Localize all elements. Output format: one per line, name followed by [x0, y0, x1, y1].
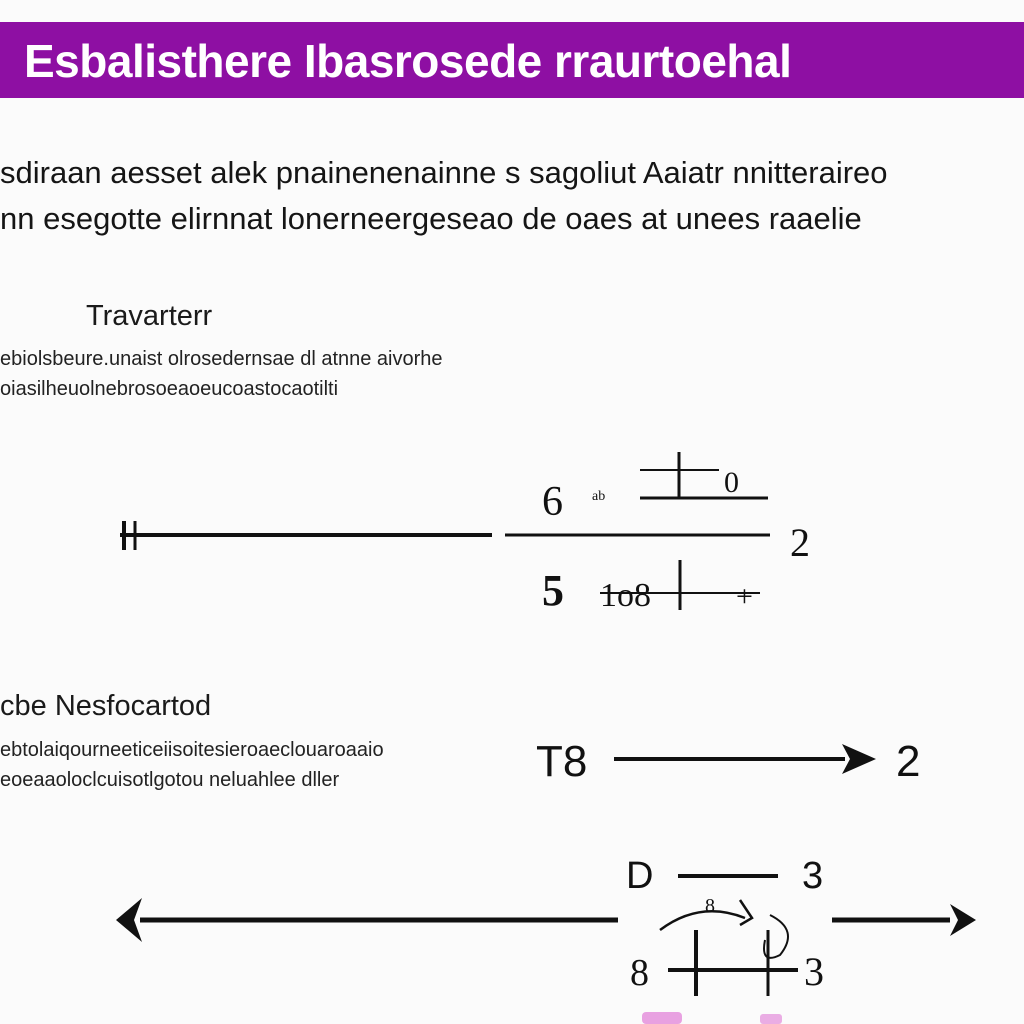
section1-line: oiasilheuolnebrosoeaoeucoastocaotilti — [0, 378, 339, 400]
arrow-head-right — [950, 904, 976, 936]
section2-heading: cbe Nesfocartod — [0, 690, 212, 722]
label-left: T8 — [536, 737, 588, 786]
label-top-right: 3 — [802, 855, 824, 897]
section2-line: ebtolaiqourneeticeiisoitesieroaeclouaroaaio — [0, 739, 384, 761]
label-bottom-left: 5 — [542, 566, 564, 615]
label-center: 8 — [705, 895, 715, 917]
section2-line: eoeaaoloclcuisotlgotou neluahlee dller — [0, 769, 340, 791]
label-bottom-left: 8 — [630, 952, 649, 994]
curved-arrow-head — [740, 900, 752, 925]
label-bottom-right: 3 — [804, 949, 824, 994]
label-top-left: 6 — [542, 479, 563, 525]
section1-line: ebiolsbeure.unaist olrosedernsae dl atnne aivorhe — [0, 348, 443, 370]
label-top-left: D — [626, 855, 654, 897]
curved-arrow — [660, 911, 745, 930]
diagram2 — [536, 737, 920, 786]
label-top-right: 0 — [724, 466, 739, 499]
arrow-head-right — [842, 744, 876, 774]
label-bottom-right: + — [736, 580, 753, 613]
arrow-head-left — [116, 898, 142, 942]
section1-heading: Travarterr — [86, 300, 213, 332]
label-right: 2 — [896, 737, 921, 786]
intro-line: sdiraan aesset alek pnainenenainne s sagoliut Aaiatr nnitteraireo — [0, 155, 888, 190]
pink-mark — [642, 1012, 682, 1024]
diagram1 — [120, 452, 810, 615]
label-right: 2 — [790, 520, 810, 565]
intro-line: nn esegotte elirnnat lonerneergeseao de oaes at unees raaelie — [0, 201, 862, 236]
diagram3 — [116, 855, 976, 1024]
label-top-mid: ab — [592, 489, 606, 504]
page-title: Esbalisthere Ibasrosede rraurtoehal — [24, 35, 792, 87]
label-bottom-mid: 1o8 — [600, 577, 651, 614]
pink-mark — [760, 1014, 782, 1024]
